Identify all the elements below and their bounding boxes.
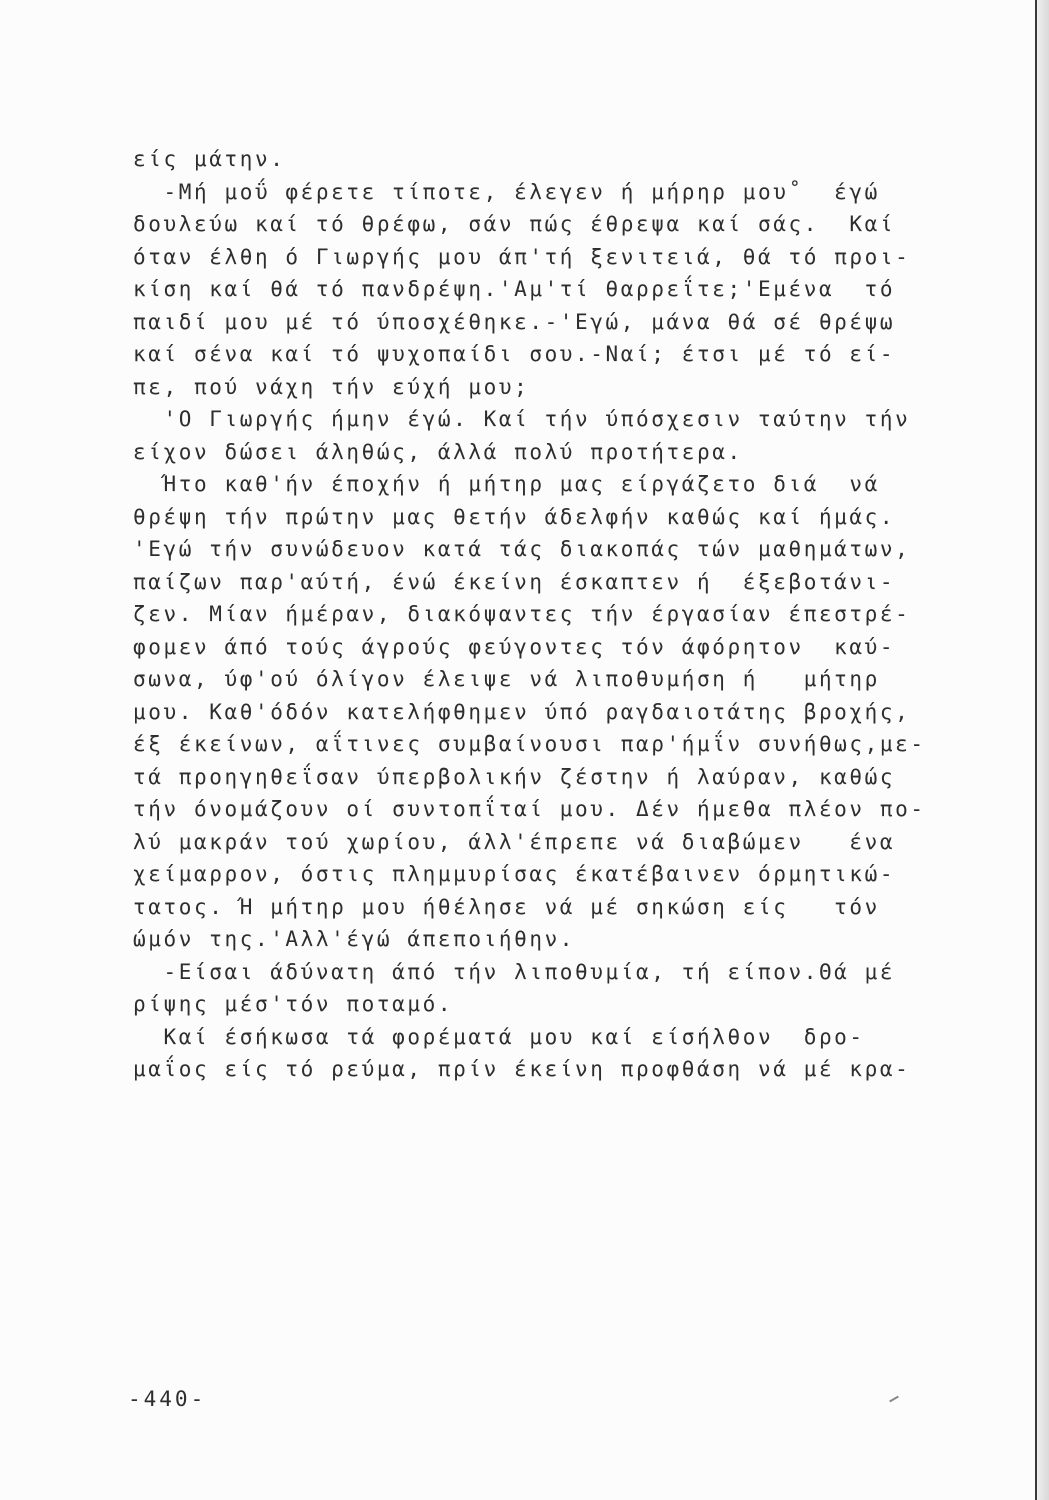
text-line: θρέψη τήν πρώτην μας θετήν άδελφήν καθώς καί ήμάς.	[133, 504, 896, 529]
text-line: παιδί μου μέ τό ύποσχέθηκε.-'Εγώ, μάνα θά σέ θρέψω	[133, 309, 896, 334]
text-line: ζεν. Μίαν ήμέραν, διακόψαντες τήν έργασίαν έπεστρέ-	[133, 602, 911, 626]
text-line: -Μή μοΰ φέρετε τίποτε, έλεγεν ή μήρηρ μου˚ έγώ	[133, 179, 880, 204]
text-line: -Είσαι άδύνατη άπό τήν λιποθυμία, τή είπον.Θά μέ	[133, 959, 896, 984]
body-text	[133, 143, 1023, 1086]
text-line: Ήτο καθ'ήν έποχήν ή μήτηρ μας είργάζετο διά νά	[133, 472, 880, 496]
text-line: Καί έσήκωσα τά φορέματά μου καί είσήλθον δρο-	[133, 1024, 865, 1049]
text-line: 'Ο Γιωργής ήμην έγώ. Καί τήν ύπόσχεσιν ταύτην τήν	[133, 407, 911, 431]
text-line: χείμαρρον, όστις πλημμυρίσας έκατέβαινεν όρμητικώ-	[133, 862, 896, 886]
text-line: όταν έλθη ό Γιωργής μου άπ'τή ξενιτειά, θά τό προι-	[133, 244, 911, 269]
text-line: ώμόν της.'Αλλ'έγώ άπεποιήθην.	[133, 927, 576, 951]
text-line: 'Εγώ τήν συνώδευον κατά τάς διακοπάς τών μαθημάτων,	[133, 537, 911, 561]
text-line: φομεν άπό τούς άγρούς φεύγοντες τόν άφόρητον καύ-	[133, 634, 896, 659]
text-line: ρίψης μέσ'τόν ποταμό.	[133, 992, 454, 1016]
page-edge-line	[1035, 0, 1037, 1500]
text-line: λύ μακράν τού χωρίου, άλλ'έπρεπε νά διαβώμεν ένα	[133, 829, 896, 854]
text-line: καί σένα καί τό ψυχοπαίδι σου.-Ναί; έτσι μέ τό εί-	[133, 342, 896, 366]
text-line: σωνα, ύφ'ού όλίγον έλειψε νά λιποθυμήση ή μήτηρ	[133, 667, 880, 691]
text-line: τατος. Ή μήτηρ μου ήθέλησε νά μέ σηκώση είς τόν	[133, 894, 880, 919]
text-line: τά προηγηθεΐσαν ύπερβολικήν ζέστην ή λαύραν, καθώς	[133, 764, 896, 789]
text-line: κίση καί θά τό πανδρέψη.'Αμ'τί θαρρεΐτε;'Εμένα τό	[133, 277, 896, 301]
text-line: είς μάτην.	[133, 147, 286, 171]
text-line: μαΐος είς τό ρεύμα, πρίν έκείνη προφθάση νά μέ κρα-	[133, 1057, 911, 1081]
text-line: τήν όνομάζουν οί συντοπΐταί μου. Δέν ήμεθα πλέον πο-	[133, 797, 926, 821]
page-edge-shadow	[1035, 0, 1049, 1500]
text-line: είχον δώσει άληθώς, άλλά πολύ προτήτερα.	[133, 439, 743, 464]
text-line: μου. Καθ'όδόν κατελήφθημεν ύπό ραγδαιοτάτης βροχής,	[133, 699, 911, 724]
text-line: πε, πού νάχη τήν εύχή μου;	[133, 374, 530, 399]
text-line: δουλεύω καί τό θρέφω, σάν πώς έθρεψα καί σάς. Καί	[133, 212, 896, 236]
ink-speck	[889, 1396, 899, 1403]
text-line: έξ έκείνων, αΐτινες συμβαίνουσι παρ'ήμΐν συνήθως,με-	[133, 732, 926, 756]
text-line: παίζων παρ'αύτή, ένώ έκείνη έσκαπτεν ή έξεβοτάνι-	[133, 569, 896, 594]
page-number: -440-	[128, 1387, 207, 1411]
